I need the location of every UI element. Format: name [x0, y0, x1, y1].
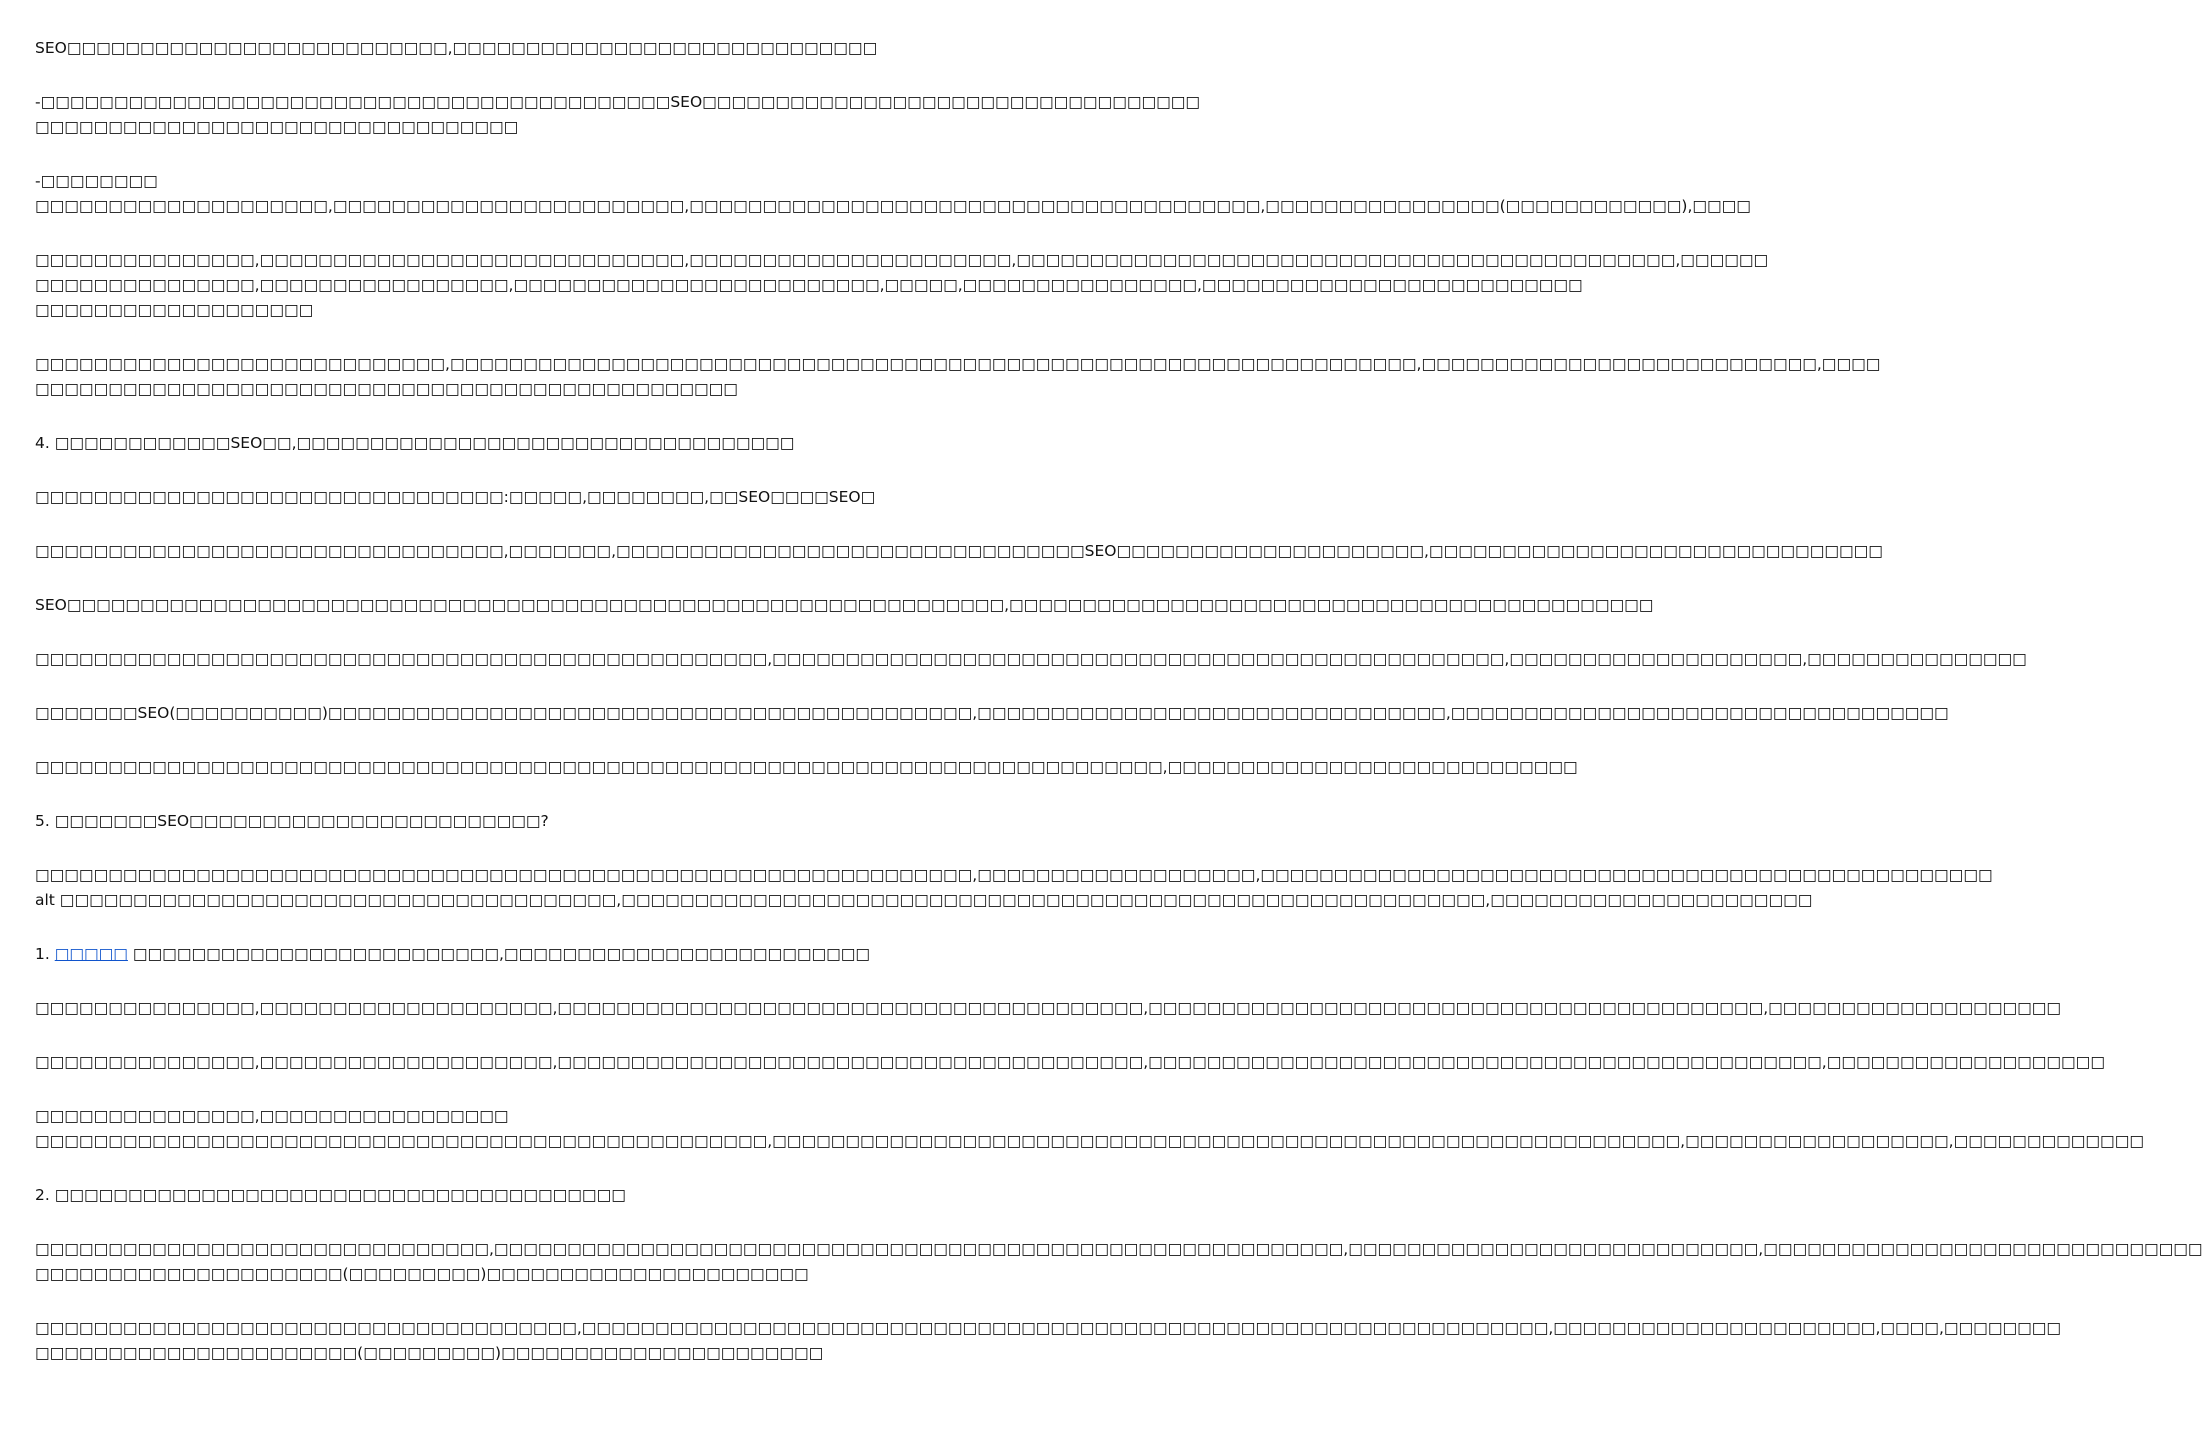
text-line: SEO□□□□□□□□□□□□□□□□□□□□□□□□□□□□□□□□□□□□□□□□□□□□□□□□□□□□□□□□□□□□□□□□,□□□□□□□□□□□□□□□□□□□□□□□□□□□□□□□□□□□□□□□□□□□□: [35, 596, 1654, 614]
section-heading: [35, 431, 990, 456]
text-line: alt □□□□□□□□□□□□□□□□□□□□□□□□□□□□□□□□□□□□□□,□□□□□□□□□□□□□□□□□□□□□□□□□□□□□□□□□□□□□□□□□□□□□□□□□□□□□□□□□□□,□□□□□□□□□□□□□□□□□□□□□□: [35, 891, 1813, 909]
section-heading: [35, 1183, 990, 1208]
paragraph: [35, 169, 1751, 219]
paragraph: [35, 1316, 2062, 1366]
text-line: 4. □□□□□□□□□□□□SEO□□,□□□□□□□□□□□□□□□□□□□□□□□□□□□□□□□□□□: [35, 434, 795, 452]
text-line: □□□□□□□□□□□□□□□□□□□□□□□□□□□□□□□□□□□□□□□□□□□□□□□□□□,□□□□□□□□□□□□□□□□□□□□□□□□□□□□□□□□□□□□□□□□□□□□□□□□□□,□□□□□□□□□□□□□□□□□□□□,□□□□□□□□□□□□□□□: [35, 650, 2027, 668]
text-line: □□□□□□□□□□□□□□□□□□□□□□□□□□□□□□□□□□□□□□□□□□□□□□□□□□,□□□□□□□□□□□□□□□□□□□□□□□□□□□□□□□□□□□□□□□□□□□□□□□□□□□□□□□□□□□□□□,□□□□□□□□□□□□□□□□□□,□□□□□□□□□□□□□: [35, 1132, 2144, 1150]
text-line: □□□□□□□□□□□□□□□□□□□□□□□□□□□□□□□□,□□□□□□□,□□□□□□□□□□□□□□□□□□□□□□□□□□□□□□□□SEO□□□□□□□□□□□□□□□□□□□□□,□□□□□□□□□□□□□□□□□□□□□□□□□□□□□□□: [35, 542, 1883, 560]
text-line: [35, 942, 990, 967]
paragraph: [35, 593, 1654, 618]
paragraph: [35, 352, 1881, 402]
list-number: 1.: [35, 945, 55, 963]
paragraph: [35, 485, 990, 510]
text-line: □□□□□□□□□□□□□□□,□□□□□□□□□□□□□□□□□□□□,□□□□□□□□□□□□□□□□□□□□□□□□□□□□□□□□□□□□□□□□,□□□□□□□□□□□□□□□□□□□□□□□□□□□□□□□□□□□□□□□□□□□□□□,□□□□□□□□□□□□□□□□□□□: [35, 1053, 2105, 1071]
text-line: 2. □□□□□□□□□□□□□□□□□□□□□□□□□□□□□□□□□□□□□□□: [35, 1186, 626, 1204]
link-trailing-text: □□□□□□□□□□□□□□□□□□□□□□□□□,□□□□□□□□□□□□□□□□□□□□□□□□□: [132, 945, 871, 963]
text-line: □□□□□□□□□□□□□□□□□□□□□(□□□□□□□□□)□□□□□□□□□□□□□□□□□□□□□□: [35, 1265, 809, 1283]
inline-link[interactable]: □□□□□: [54, 945, 128, 963]
paragraph: [35, 36, 990, 61]
text-line: -□□□□□□□□□□□□□□□□□□□□□□□□□□□□□□□□□□□□□□□□□□□SEO□□□□□□□□□□□□□□□□□□□□□□□□□□□□□□□□□□: [35, 93, 1201, 111]
paragraph: [35, 1050, 2105, 1075]
paragraph: [35, 863, 1993, 913]
paragraph: [35, 755, 1578, 780]
section-heading: [35, 809, 990, 834]
text-line: □□□□□□□□□□□□□□□,□□□□□□□□□□□□□□□□□,□□□□□□□□□□□□□□□□□□□□□□□□□,□□□□□,□□□□□□□□□□□□□□□□,□□□□□□□□□□□□□□□□□□□□□□□□□□: [35, 276, 1583, 294]
text-line: □□□□□□□□□□□□□□□□□□□□,□□□□□□□□□□□□□□□□□□□□□□□□,□□□□□□□□□□□□□□□□□□□□□□□□□□□□□□□□□□□□□□□,□□□□□□□□□□□□□□□□(□□□□□□□□□□□□),□□□□: [35, 197, 1751, 215]
paragraph: [35, 701, 1949, 726]
text-line: □□□□□□□□□□□□□□□□□□□□□□□□□□□□□□□□□□□□□□□□□□□□□□□□□□□□□□□□□□□□□□□□□□□□□□□□□□□□□,□□□□□□□□□□□□□□□□□□□□□□□□□□□□: [35, 758, 1578, 776]
paragraph: [35, 996, 2062, 1021]
document-body: [35, 36, 2203, 1395]
text-line: □□□□□□□□□□□□□□□□□□□□□□□□□□□□□□□□□: [35, 118, 519, 136]
text-line: 5. □□□□□□□SEO□□□□□□□□□□□□□□□□□□□□□□□□?: [35, 812, 549, 830]
text-line: SEO□□□□□□□□□□□□□□□□□□□□□□□□□□,□□□□□□□□□□□□□□□□□□□□□□□□□□□□□: [35, 39, 878, 57]
text-line: □□□□□□□□□□□□□□□□□□□□□□□□□□□□□□□□□□□□□□□□□□□□□□□□□□□□□□□□□□□□□□□□,□□□□□□□□□□□□□□□□□□□,□□□□□□□□□□□□□□□□□□□□□□□□□□□□□□□□□□□□□□□□□□□□□□□□□□: [35, 866, 1993, 884]
paragraph: [35, 248, 1769, 323]
text-line: □□□□□□□□□□□□□□□□□□□□□□□□□□□□□□□,□□□□□□□□□□□□□□□□□□□□□□□□□□□□□□□□□□□□□□□□□□□□□□□□□□□□□□□□□□,□□□□□□□□□□□□□□□□□□□□□□□□□□□□,□□□□□□□□□□□□□□□□□□□□□□□□□□□□□□: [35, 1240, 2203, 1258]
paragraph: [35, 90, 1201, 140]
text-line: □□□□□□□□□□□□□□□,□□□□□□□□□□□□□□□□□□□□□□□□□□□□□,□□□□□□□□□□□□□□□□□□□□□□,□□□□□□□□□□□□□□□□□□□□□□□□□□□□□□□□□□□□□□□□□□□□□,□□□□□□: [35, 251, 1769, 269]
text-line: □□□□□□□□□□□□□□□□□□□□□□□□□□□□□□□□□□□□□□□□□□□□□□□□: [35, 380, 738, 398]
paragraph: [35, 942, 990, 967]
text-line: □□□□□□□□□□□□□□□,□□□□□□□□□□□□□□□□□□□□,□□□□□□□□□□□□□□□□□□□□□□□□□□□□□□□□□□□□□□□□,□□□□□□□□□□□□□□□□□□□□□□□□□□□□□□□□□□□□□□□□□□,□□□□□□□□□□□□□□□□□□□□: [35, 999, 2062, 1017]
text-line: □□□□□□□□□□□□□□□□□□□□□□□□□□□□□□□□□□□□□,□□□□□□□□□□□□□□□□□□□□□□□□□□□□□□□□□□□□□□□□□□□□□□□□□□□□□□□□□□□□□□□□□□,□□□□□□□□□□□□□□□□□□□□□□,□□□□,□□□□□□□□: [35, 1319, 2062, 1337]
text-line: -□□□□□□□□: [35, 172, 158, 190]
paragraph: [35, 1237, 2203, 1287]
paragraph: [35, 539, 1883, 564]
text-line: □□□□□□□□□□□□□□□□□□□□□□□□□□□□,□□□□□□□□□□□□□□□□□□□□□□□□□□□□□□□□□□□□□□□□□□□□□□□□□□□□□□□□□□□□□□□□□□,□□□□□□□□□□□□□□□□□□□□□□□□□□□,□□□□: [35, 355, 1881, 373]
text-line: □□□□□□□□□□□□□□□,□□□□□□□□□□□□□□□□□: [35, 1107, 509, 1125]
paragraph: [35, 1104, 2144, 1154]
text-line: □□□□□□□□□□□□□□□□□□□□□□(□□□□□□□□□)□□□□□□□□□□□□□□□□□□□□□□: [35, 1344, 824, 1362]
text-line: □□□□□□□□□□□□□□□□□□□□□□□□□□□□□□□□:□□□□□,□□□□□□□□,□□SEO□□□□SEO□: [35, 488, 876, 506]
text-line: □□□□□□□SEO(□□□□□□□□□□)□□□□□□□□□□□□□□□□□□□□□□□□□□□□□□□□□□□□□□□□□□□□,□□□□□□□□□□□□□□□□□□□□□□□□□□□□□□□□,□□□□□□□□□□□□□□□□□□□□□□□□□□□□□□□□□□: [35, 704, 1949, 722]
text-line: □□□□□□□□□□□□□□□□□□□: [35, 301, 314, 319]
paragraph: [35, 647, 2027, 672]
